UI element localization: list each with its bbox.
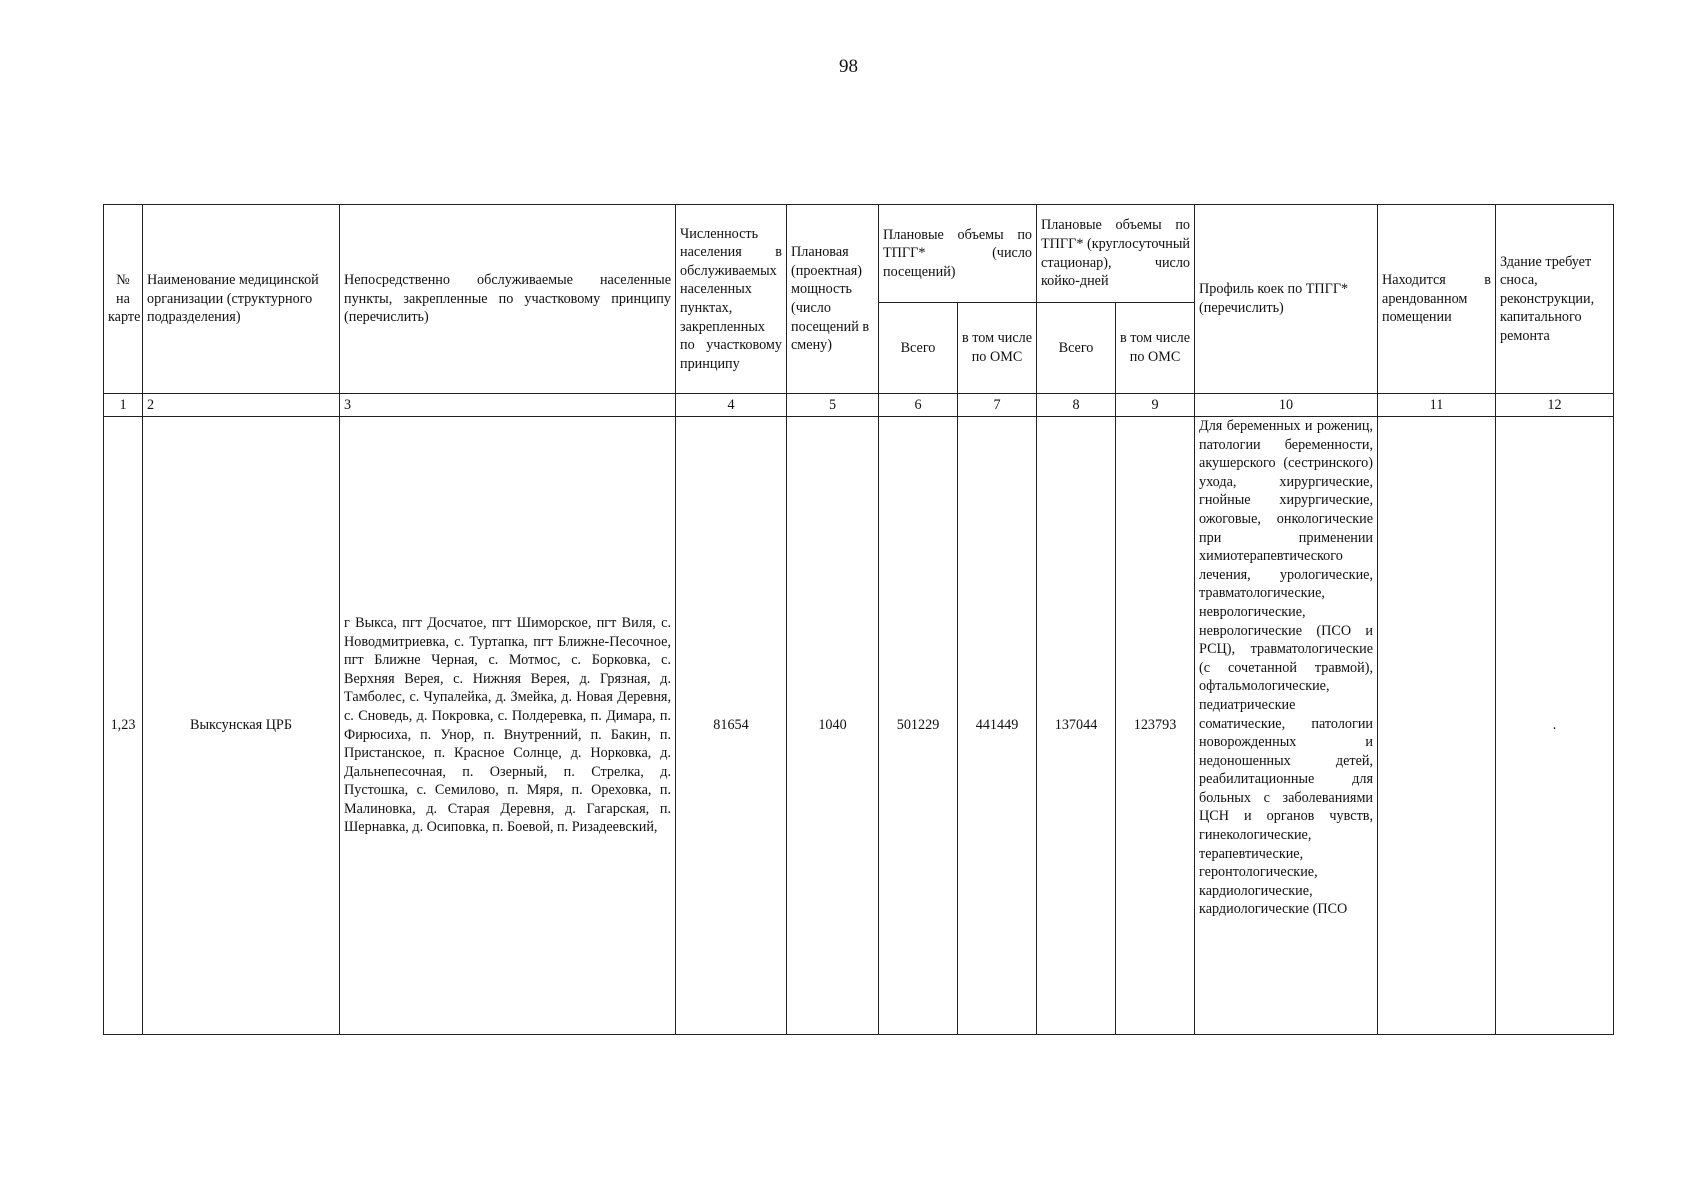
bed-days-oms-cell: 123793 — [1116, 417, 1195, 1035]
header-bed-days-oms: в том числе по ОМС — [1116, 303, 1195, 394]
column-number: 11 — [1378, 394, 1496, 417]
header-bed-days-total: Всего — [1037, 303, 1116, 394]
organization-cell: Выксунская ЦРБ — [143, 417, 340, 1035]
header-bed-days-group: Плановые объемы по ТПГГ* (круглосуточный стационар), число койко-дней — [1037, 205, 1195, 303]
header-capacity: Плановая (проектная) мощность (число посещений в смену) — [787, 205, 879, 394]
column-number: 4 — [676, 394, 787, 417]
medical-organizations-table — [103, 204, 1614, 1035]
bed-profiles-text: Для беременных и рожениц, патологии беременности, акушерского (сестринского) ухода, хирургические, гнойные хирургические, ожоговые, онкологические при применении химиотерапевтического лечения, урологические, травматологические, неврологические, неврологические (ПСО и РСЦ), травматологические (с сочетанной травмой), офтальмологические, педиатрические соматические, патологии новорожденных и недоношенных детей, реабилитационные для больных с заболеваниями ЦСН и органов чувств, гинекологические, терапевтические, геронтологические, кардиологические, кардиологические (ПСО — [1199, 418, 1374, 918]
column-number: 5 — [787, 394, 879, 417]
header-demolition: Здание требует сноса, реконструкции, капитального ремонта — [1496, 205, 1614, 394]
visits-total-cell: 501229 — [879, 417, 958, 1035]
visits-oms-cell: 441449 — [958, 417, 1037, 1035]
header-organization: Наименование медицинской организации (структурного подразделения) — [143, 205, 340, 394]
page-number: 98 — [839, 56, 858, 77]
header-rented: Находится в арендованном помещении — [1378, 205, 1496, 394]
header-row — [104, 205, 1614, 303]
column-number: 8 — [1037, 394, 1116, 417]
column-number: 6 — [879, 394, 958, 417]
column-number-row — [104, 394, 1614, 417]
map-number-cell: 1,23 — [104, 417, 143, 1035]
column-number: 10 — [1195, 394, 1378, 417]
capacity-cell: 1040 — [787, 417, 879, 1035]
header-bed-profiles: Профиль коек по ТПГГ* (перечислить) — [1195, 205, 1378, 394]
table-row — [104, 417, 1614, 1035]
header-settlements: Непосредственно обслуживаемые населенные пункты, закрепленные по участковому принципу (перечислить) — [340, 205, 676, 394]
header-map-number: № на карте — [104, 205, 143, 394]
column-number: 12 — [1496, 394, 1614, 417]
column-number: 2 — [143, 394, 340, 417]
column-number: 9 — [1116, 394, 1195, 417]
header-visits-group: Плановые объемы по ТПГГ* (число посещений) — [879, 205, 1037, 303]
settlements-cell: г Выкса, пгт Досчатое, пгт Шиморское, пгт Виля, с. Новодмитриевка, с. Туртапка, пгт Ближне-Песочное, пгт Ближне Черная, с. Мотмос, с. Борковка, с. Верхняя Верея, с. Нижняя Верея, д. Грязная, д. Тамболес, с. Чупалейка, д. Змейка, д. Новая Деревня, с. Сноведь, д. Покровка, с. Полдеревка, п. Димара, п. Фирюсиха, п. Унор, п. Внутренний, п. Бакин, п. Пристанское, п. Красное Солнце, д. Норковка, д. Дальнепесочная, п. Озерный, п. Стрелка, д. Пустошка, с. Семилово, п. Мяря, п. Ореховка, п. Малиновка, д. Старая Деревня, д. Гагарская, п. Шернавка, д. Осиповка, п. Боевой, п. Ризадеевский, — [340, 417, 676, 1035]
header-visits-oms: в том числе по ОМС — [958, 303, 1037, 394]
population-cell: 81654 — [676, 417, 787, 1035]
header-visits-total: Всего — [879, 303, 958, 394]
bed-days-total-cell: 137044 — [1037, 417, 1116, 1035]
column-number: 7 — [958, 394, 1037, 417]
rented-cell — [1378, 417, 1496, 1035]
bed-profiles-cell — [1195, 417, 1378, 1035]
column-number: 1 — [104, 394, 143, 417]
column-number: 3 — [340, 394, 676, 417]
header-population: Численность населения в обслуживаемых населенных пунктах, закрепленных по участковому принципу — [676, 205, 787, 394]
demolition-cell: . — [1496, 417, 1614, 1035]
